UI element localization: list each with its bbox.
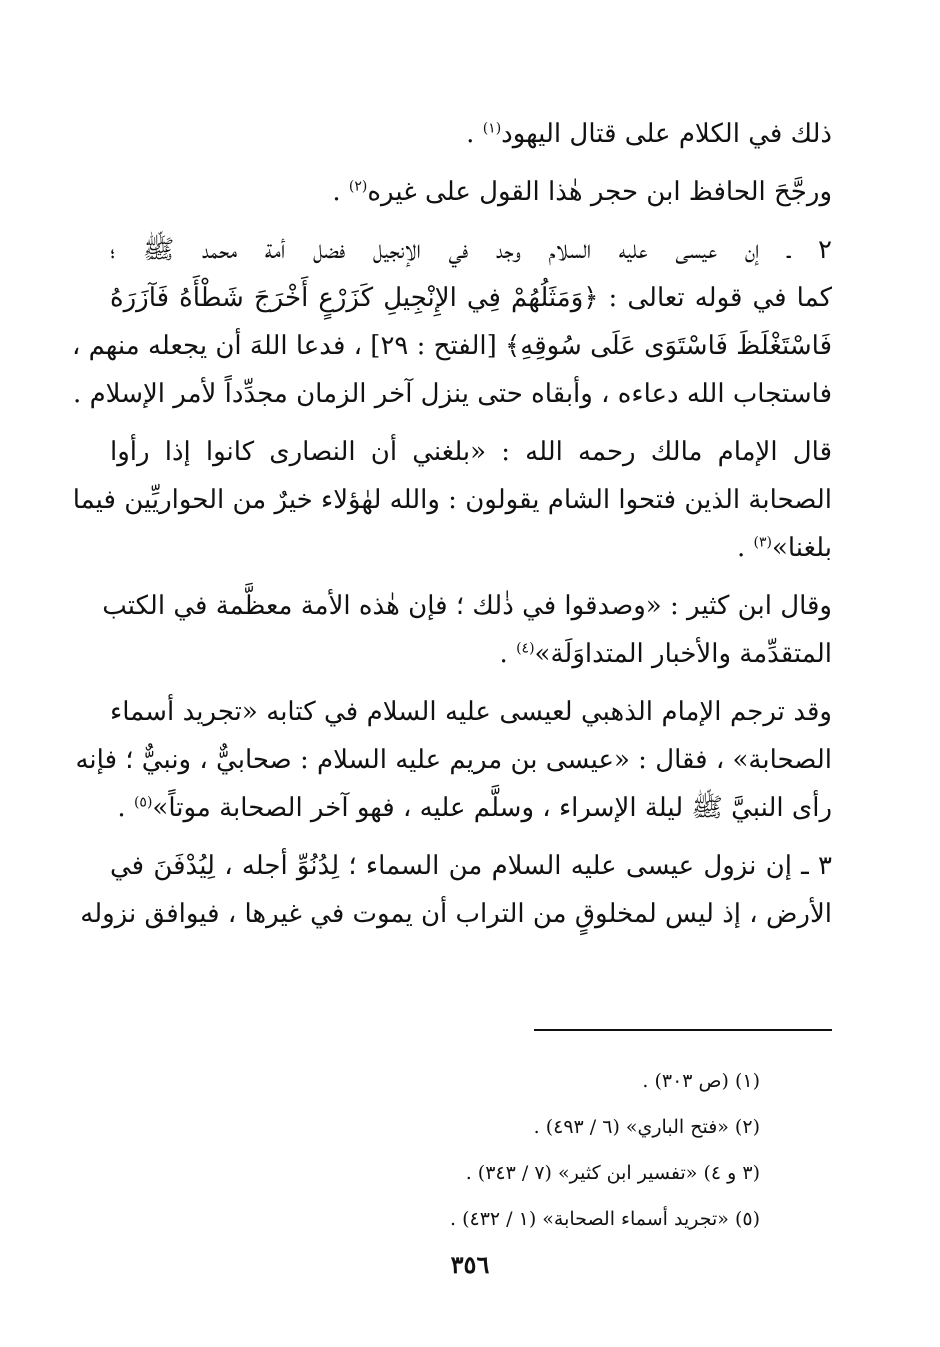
line-text: بلغنا» <box>771 533 832 563</box>
footnote-item: (٣ و ٤) «تفسير ابن كثير» (٧ / ٣٤٣) . <box>465 1162 760 1184</box>
footnote-item: (٢) «فتح الباري» (٦ / ٤٩٣) . <box>533 1116 760 1138</box>
footnote-item: (١) (ص ٣٠٣) . <box>642 1070 760 1092</box>
line-text: فَاسْتَغْلَظَ فَاسْتَوَى عَلَى سُوقِهِ﴾ [الفتح : ٢٩] ، فدعا اللهَ أن يجعله منهم ، <box>71 331 832 361</box>
line-text: الصحابة الذين فتحوا الشام يقولون : والله لهٰؤلاء خيرٌ من الحواريِّين فيما <box>72 485 832 515</box>
line-text: ٣ ـ إن نزول عيسى عليه السلام من السماء ؛ لِدُنُوِّ أجله ، لِيُدْفَنَ في <box>110 851 832 881</box>
paragraph <box>80 842 832 938</box>
line-text: فاستجاب الله دعاءه ، وأبقاه حتى ينزل آخر الزمان مجدِّداً لأمر الإسلام . <box>73 379 832 409</box>
footnote-marker[interactable]: (١) <box>482 120 502 137</box>
paragraph <box>110 110 832 158</box>
paragraph <box>72 428 832 572</box>
line-text: ذلك في الكلام على قتال اليهود <box>501 119 832 149</box>
text-line <box>80 890 832 938</box>
line-text: المتقدِّمة والأخبار المتداوَلَة» <box>534 639 832 669</box>
line-text: قال الإمام مالك رحمه الله : «بلغني أن النصارى كانوا إذا رأوا <box>110 437 832 467</box>
paragraph <box>75 688 832 832</box>
text-line <box>110 842 832 890</box>
line-text: الصحابة» ، فقال : «عيسى بن مريم عليه السلام : صحابيٌّ ، ونبيٌّ ؛ فإنه <box>75 745 832 775</box>
line-end-punctuation: . <box>499 639 517 669</box>
paragraph <box>102 582 832 678</box>
text-line <box>110 630 832 678</box>
text-line <box>102 582 832 630</box>
paragraph <box>71 226 832 418</box>
text-line <box>110 688 832 736</box>
text-line <box>110 524 832 572</box>
line-end-punctuation: . <box>466 119 483 149</box>
footnote-marker[interactable]: (٢) <box>348 178 368 195</box>
footnote-marker[interactable]: (٤) <box>516 640 535 657</box>
line-text: رأى النبيَّ ﷺ ليلة الإسراء ، وسلَّم عليه ، فهو آخر الصحابة موتاً» <box>152 793 832 823</box>
line-end-punctuation: . <box>736 533 754 563</box>
line-text: كما في قوله تعالى : ﴿وَمَثَلُهُمْ فِي الإِنْجِيلِ كَزَرْعٍ أَخْرَجَ شَطْأَهُ فَآزَرَهُ <box>110 283 832 313</box>
paragraph <box>110 168 832 216</box>
text-line <box>75 736 832 784</box>
line-text: وقال ابن كثير : «وصدقوا في ذٰلك ؛ فإن هٰذه الأمة معظَّمة في الكتب <box>102 591 832 621</box>
text-line <box>72 476 832 524</box>
text-line <box>110 226 832 274</box>
footnote-marker[interactable]: (٥) <box>133 794 153 811</box>
footnotes <box>160 1058 760 1242</box>
footnote-separator <box>534 1029 832 1031</box>
text-line <box>110 168 832 216</box>
footnote-marker[interactable]: (٣) <box>753 534 772 551</box>
body-text <box>71 110 832 938</box>
page-number: ٣٥٦ <box>450 1250 490 1279</box>
text-line <box>71 322 832 370</box>
line-text: الأرض ، إذ ليس لمخلوقٍ من التراب أن يموت في غيرها ، فيوافق نزوله <box>80 899 832 929</box>
line-text: وقد ترجم الإمام الذهبي لعيسى عليه السلام في كتابه «تجريد أسماء <box>110 697 832 727</box>
text-line <box>110 110 832 158</box>
text-line <box>110 428 832 476</box>
text-line <box>73 370 832 418</box>
footnote-item: (٥) «تجريد أسماء الصحابة» (١ / ٤٣٢) . <box>450 1208 760 1230</box>
line-text: ٢ ـ إن عيسى عليه السلام وجد في الإنجيل فضل أمة محمد ﷺ ؛ <box>110 235 832 265</box>
line-end-punctuation: . <box>117 793 134 823</box>
line-end-punctuation: . <box>332 177 349 207</box>
text-line <box>110 274 832 322</box>
line-text: ورجَّحَ الحافظ ابن حجر هٰذا القول على غيره <box>367 177 832 207</box>
text-line <box>110 784 832 832</box>
